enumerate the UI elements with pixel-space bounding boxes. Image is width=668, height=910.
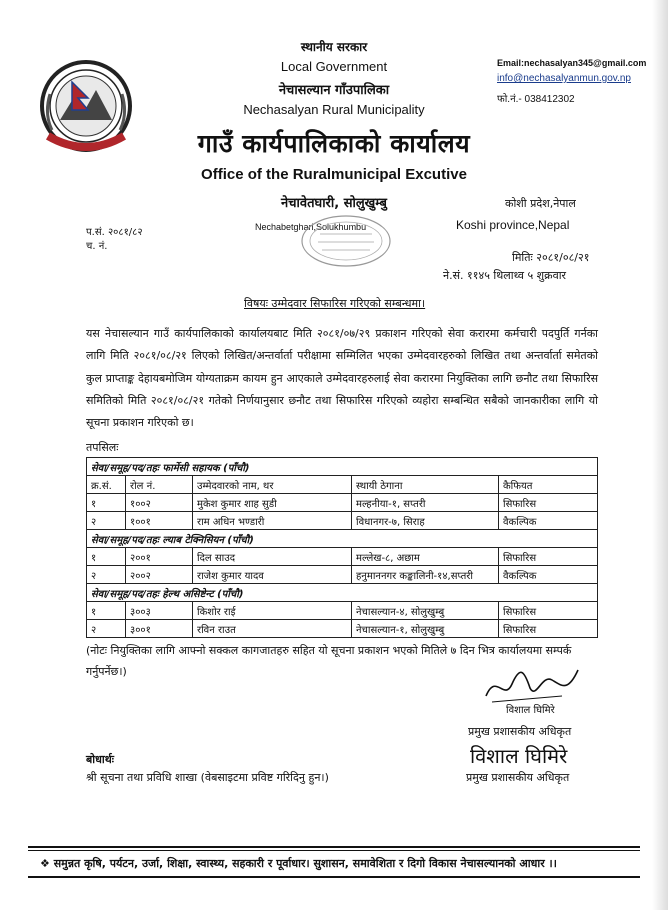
officer-name: विशाल घिमिरे [470,744,568,768]
dispatch-number: च. नं. [86,241,108,252]
cell-name: रविन राउत [193,620,352,638]
group-title: सेवा/समूह/पद/तहः फार्मेसी सहायक (पाँचौ) [87,458,598,476]
cc-recipient: श्री सूचना तथा प्रविधि शाखा (वेबसाइटमा प्रविष्ट गरिदिनु हुन।) [86,771,329,784]
cell-roll: २००१ [126,548,193,566]
cell-serial: २ [87,512,126,530]
letter-date: मितिः २०८१/०८/२१ [512,251,590,264]
address-np: नेचावेतघारी, सोलुखुम्बु [281,196,387,211]
cell-remarks: सिफारिस [499,548,598,566]
cell-remarks: सिफारिस [499,620,598,638]
group-title: सेवा/समूह/पद/तहः हेल्थ असिष्टेन्ट (पाँचौ) [87,584,598,602]
cell-serial: २ [87,620,126,638]
table-row [87,566,598,584]
cell-name: दिल साउद [193,548,352,566]
header-local-govt-np: स्थानीय सरकार [300,40,368,54]
details-label: तपसिलः [86,441,119,454]
group-header-row [87,530,598,548]
cell-remarks: सिफारिस [499,494,598,512]
cell-address: नेचासल्यान-४, सोलुखुम्बु [352,602,499,620]
contact-phone: फो.नं.- 038412302 [497,94,575,105]
signatory-title-small: प्रमुख प्रशासकीय अधिकृत [468,725,572,738]
group-title: सेवा/समूह/पद/तहः ल्याब टेक्निसियन (पाँचौ) [87,530,598,548]
table-row [87,548,598,566]
header-municipality-en: Nechasalyan Rural Municipality [243,102,425,117]
cell-remarks: वैकल्पिक [499,566,598,584]
cell-name: राजेश कुमार यादव [193,566,352,584]
header-name: उम्मेदवारको नाम, थर [193,476,352,494]
letter-body: यस नेचासल्यान गाउँ कार्यपालिकाको कार्यालयबाट मिति २०८१/०७/२९ प्रकाशन गरिएको सेवा करारमा कर्मचारी पदपुर्ति गर्नका लागि मिति २०८१/०८/२१ लिएको लिखित/अन्तर्वार्ता परीक्षामा सम्मिलित भएका उम्मेदवारहरुको लिखित तथा अन्तर्वार्ता समेतको कुल प्राप्ताङ्क देहायबमोजिम योग्यताक्रम कायम हुन आएकाले उम्मेदवारहरुलाई सेवा करारमा नियुक्तिका लागि छनौट तथा सिफारिस समितिको मिति २०८१/०८/२१ गतेको निर्णयानुसार छनौट तथा सिफारिस गरिएको व्यहोरा सम्बन्धित सबैको जानकारीका लागि यो सूचना प्रकाशन गरिएको छ। [86,327,598,430]
header-municipality-np: नेचासल्यान गाँउपालिका [278,83,390,98]
footer-divider [28,876,640,878]
cell-roll: २००२ [126,566,193,584]
cell-address: हनुमाननगर कङ्कालिनी-१४,सप्तरी [352,566,499,584]
reference-number: प.सं. २०८१/८२ [86,227,143,238]
signatory-name-small: विशाल घिमिरे [506,705,555,716]
cell-name: मुकेश कुमार शाह सुडी [193,494,352,512]
footer-divider [28,846,640,848]
cell-serial: १ [87,548,126,566]
officer-title: प्रमुख प्रशासकीय अधिकृत [466,771,570,784]
office-title-np: गाउँ कार्यपालिकाको कार्यालय [197,129,471,158]
cell-address: मल्हनीया-१, सप्तरी [352,494,499,512]
cell-roll: १००१ [126,512,193,530]
province-np: कोशी प्रदेश,नेपाल [505,197,576,210]
header-serial: क्र.सं. [87,476,126,494]
note-text: (नोटः नियुक्तिका लागि आफ्नो सक्कल कागजातहरु सहित यो सूचना प्रकाशन भएको मितिले ७ दिन भित्र कार्यालयमा सम्पर्क गर्नुपर्नेछ।) [86,644,572,678]
office-title-en: Office of the Ruralmunicipal Excutive [201,166,467,183]
province-en: Koshi province,Nepal [456,218,570,232]
header-address: स्थायी ठेगाना [352,476,499,494]
column-header-row [87,476,598,494]
footer-divider [28,850,640,851]
cell-remarks: वैकल्पिक [499,512,598,530]
office-stamp [300,214,392,268]
group-header-row [87,584,598,602]
header-local-govt-en: Local Government [280,59,388,74]
header-remarks: कैफियत [499,476,598,494]
cell-name: राम अधिन भण्डारी [193,512,352,530]
cell-address: मल्लेख-८, अछाम [352,548,499,566]
letter-subject: विषयः उम्मेदवार सिफारिस गरिएको सम्बन्धमा। [244,297,426,310]
contact-email-gmail[interactable]: Email:nechasalyan345@gmail.com [497,58,647,68]
header-roll: रोल नं. [126,476,193,494]
contact-email-gov[interactable]: info@nechasalyanmun.gov.np [497,73,631,84]
cell-serial: १ [87,494,126,512]
footer-motto: ❖ समुन्नत कृषि, पर्यटन, उर्जा, शिक्षा, स्वास्थ्य, सहकारी र पूर्वाधार। सुशासन, समावेशिता र दिगो विकास नेचासल्यानको आधार ।। [40,857,557,870]
cell-roll: ३००१ [126,620,193,638]
cell-serial: १ [87,602,126,620]
candidate-table [86,457,598,638]
cell-name: किशोर राई [193,602,352,620]
table-row [87,602,598,620]
address-en: Nechabetghari,Solukhumbu [255,222,367,232]
cell-roll: ३००३ [126,602,193,620]
table-row [87,494,598,512]
table-row [87,512,598,530]
cell-address: विधानगर-७, सिराह [352,512,499,530]
page-edge-shadow [652,0,668,910]
group-header-row [87,458,598,476]
cell-address: नेचासल्यान-१, सोलुखुम्बु [352,620,499,638]
table-row [87,620,598,638]
cell-serial: २ [87,566,126,584]
cc-label: बोधार्थः [86,753,114,766]
nepal-sambat-date: ने.सं. ११४५ थिलाथ्व ५ शुक्रवार [443,269,567,282]
cell-remarks: सिफारिस [499,602,598,620]
cell-roll: १००२ [126,494,193,512]
